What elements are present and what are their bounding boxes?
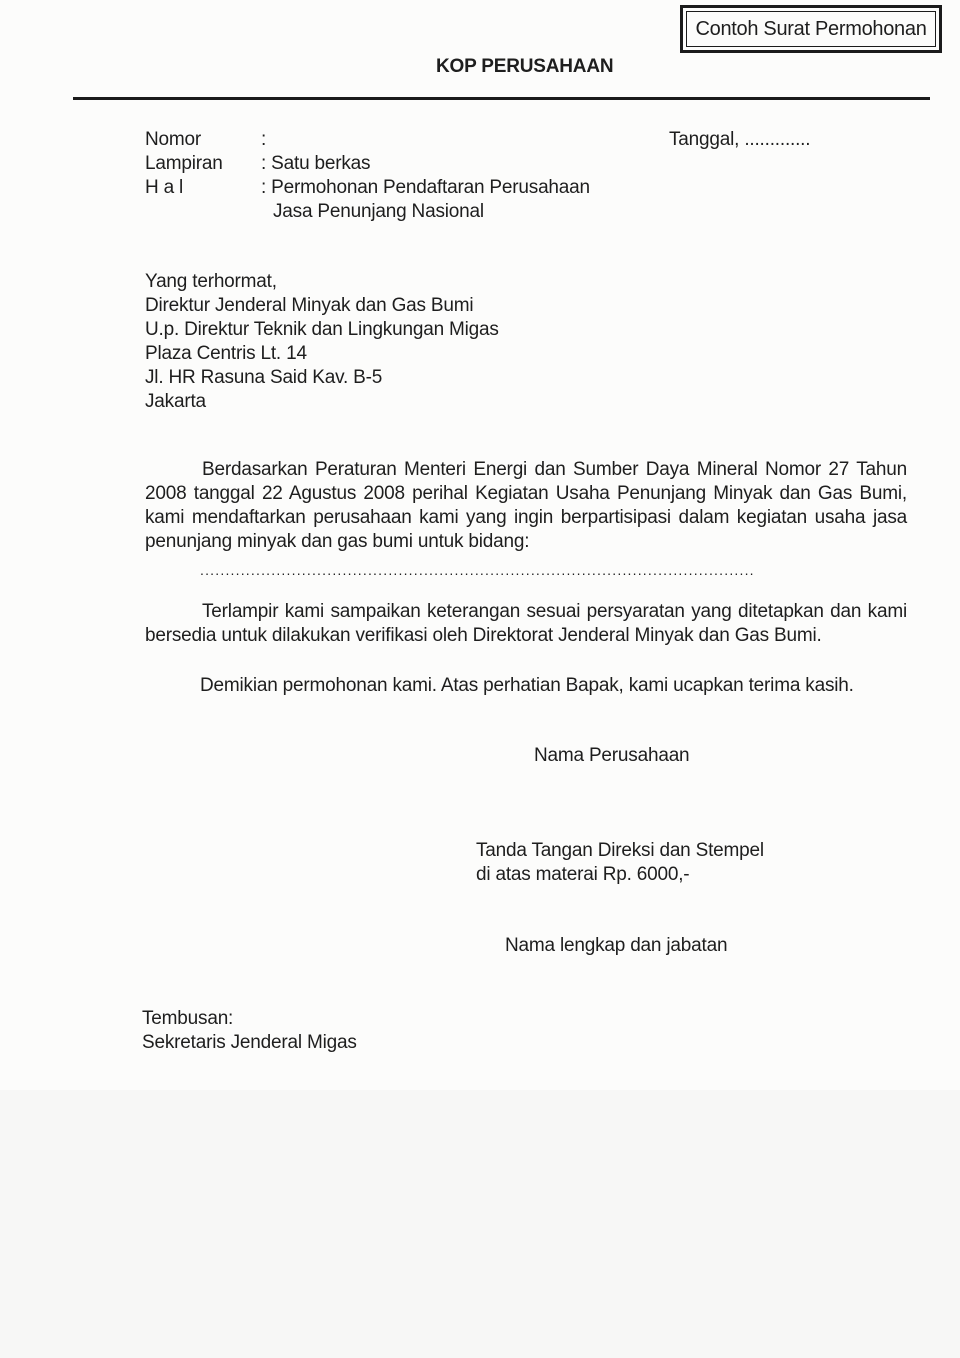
document-label-box — [680, 5, 942, 53]
hal-label: H a l — [145, 177, 184, 198]
body-paragraph-3: Demikian permohonan kami. Atas perhatian Bapak, kami ucapkan terima kasih. — [200, 675, 854, 696]
letterhead-rule — [73, 97, 930, 100]
nomor-label: Nomor — [145, 129, 202, 150]
cc-recipient: Sekretaris Jenderal Migas — [142, 1032, 357, 1053]
recipient-name: Direktur Jenderal Minyak dan Gas Bumi — [145, 295, 474, 316]
lampiran-value: : Satu berkas — [261, 153, 371, 174]
letterhead-title: KOP PERUSAHAAN — [436, 56, 614, 77]
recipient-address-street: Jl. HR Rasuna Said Kav. B-5 — [145, 367, 383, 388]
body-paragraph-1-text: Berdasarkan Peraturan Menteri Energi dan Sumber Daya Mineral Nomor 27 Tahun 2008 tanggal 22 Agustus 2008 perihal Kegiatan Usaha Penunjang Minyak dan Gas Bumi, kami mendaftarkan perusahaan kami yang ingin berpartisipasi dalam kegiatan usaha jasa penunjang minyak dan gas bumi untuk bidang: — [145, 459, 907, 552]
document-label: Contoh Surat Permohonan — [686, 11, 936, 47]
signature-company: Nama Perusahaan — [534, 745, 690, 766]
recipient-address-city: Jakarta — [145, 391, 206, 412]
hal-value-line2: Jasa Penunjang Nasional — [273, 201, 484, 222]
nomor-separator: : — [261, 129, 267, 150]
body-paragraph-1 — [145, 458, 907, 554]
field-fill-line: ............................................................................................................. — [200, 562, 755, 578]
body-paragraph-2-text: Terlampir kami sampaikan keterangan sesuai persyaratan yang ditetapkan dan kami bersedia untuk dilakukan verifikasi oleh Direktorat Jenderal Minyak dan Gas Bumi. — [145, 601, 907, 646]
body-paragraph-2 — [145, 600, 907, 648]
signature-name-title: Nama lengkap dan jabatan — [505, 935, 728, 956]
recipient-salutation: Yang terhormat, — [145, 271, 277, 292]
signature-instruction-line2: di atas materai Rp. 6000,- — [476, 864, 690, 885]
scan-background-lower — [0, 1090, 960, 1358]
cc-label: Tembusan: — [142, 1008, 234, 1029]
recipient-address-building: Plaza Centris Lt. 14 — [145, 343, 307, 364]
hal-value-line1: : Permohonan Pendaftaran Perusahaan — [261, 177, 590, 198]
tanggal-field: Tanggal, ............. — [669, 129, 811, 150]
lampiran-label: Lampiran — [145, 153, 223, 174]
recipient-attention: U.p. Direktur Teknik dan Lingkungan Migas — [145, 319, 499, 340]
signature-instruction-line1: Tanda Tangan Direksi dan Stempel — [476, 840, 764, 861]
